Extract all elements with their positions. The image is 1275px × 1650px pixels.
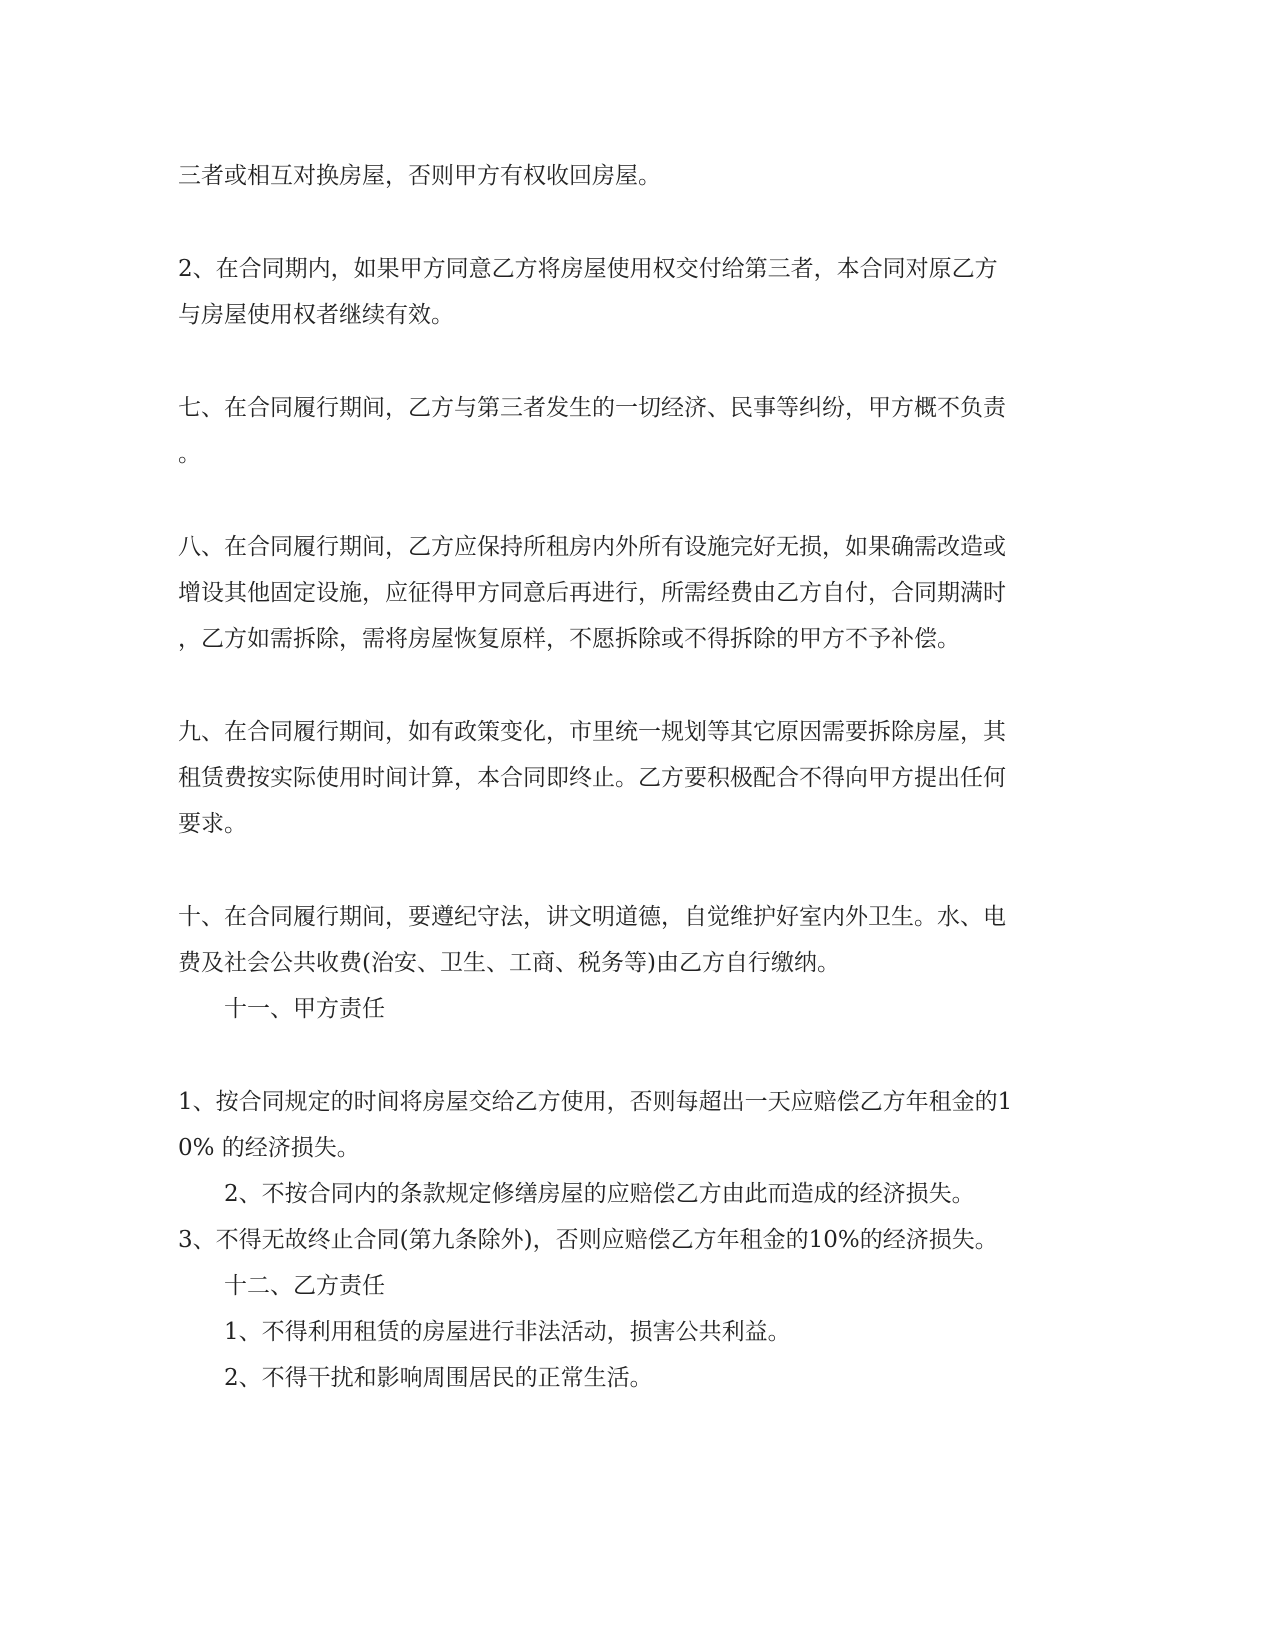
text-line: 三者或相互对换房屋，否则甲方有权收回房屋。 [178,163,661,189]
text-line: 1、不得利用租赁的房屋进行非法活动，损害公共利益。 [224,1319,791,1345]
text-line: 2、不得干扰和影响周围居民的正常生活。 [224,1365,653,1391]
text-line: 0% 的经济损失。 [178,1135,360,1161]
text-line: ，乙方如需拆除，需将房屋恢复原样，不愿拆除或不得拆除的甲方不予补偿。 [178,626,960,652]
text-line: 九、在合同履行期间，如有政策变化，市里统一规划等其它原因需要拆除房屋，其 [178,719,1006,745]
text-line: 。 [178,441,201,467]
text-line: 租赁费按实际使用时间计算，本合同即终止。乙方要积极配合不得向甲方提出任何 [178,765,1006,791]
text-line: 2、不按合同内的条款规定修缮房屋的应赔偿乙方由此而造成的经济损失。 [224,1181,975,1207]
text-line: 2、在合同期内，如果甲方同意乙方将房屋使用权交付给第三者，本合同对原乙方 [178,256,998,282]
text-line: 1、按合同规定的时间将房屋交给乙方使用，否则每超出一天应赔偿乙方年租金的1 [178,1089,1013,1115]
text-line: 与房屋使用权者继续有效。 [178,302,454,328]
text-line: 十、在合同履行期间，要遵纪守法，讲文明道德，自觉维护好室内外卫生。水、电 [178,904,1006,930]
text-line: 增设其他固定设施，应征得甲方同意后再进行，所需经费由乙方自付，合同期满时 [178,580,1006,606]
text-line: 要求。 [178,811,247,837]
section-heading: 十一、甲方责任 [224,996,385,1022]
text-line: 八、在合同履行期间，乙方应保持所租房内外所有设施完好无损，如果确需改造或 [178,534,1006,560]
text-line: 3、不得无故终止合同(第九条除外)，否则应赔偿乙方年租金的10%的经济损失。 [178,1227,998,1253]
text-line: 七、在合同履行期间，乙方与第三者发生的一切经济、民事等纠纷，甲方概不负责 [178,395,1006,421]
section-heading: 十二、乙方责任 [224,1273,385,1299]
text-line: 费及社会公共收费(治安、卫生、工商、税务等)由乙方自行缴纳。 [178,950,840,976]
